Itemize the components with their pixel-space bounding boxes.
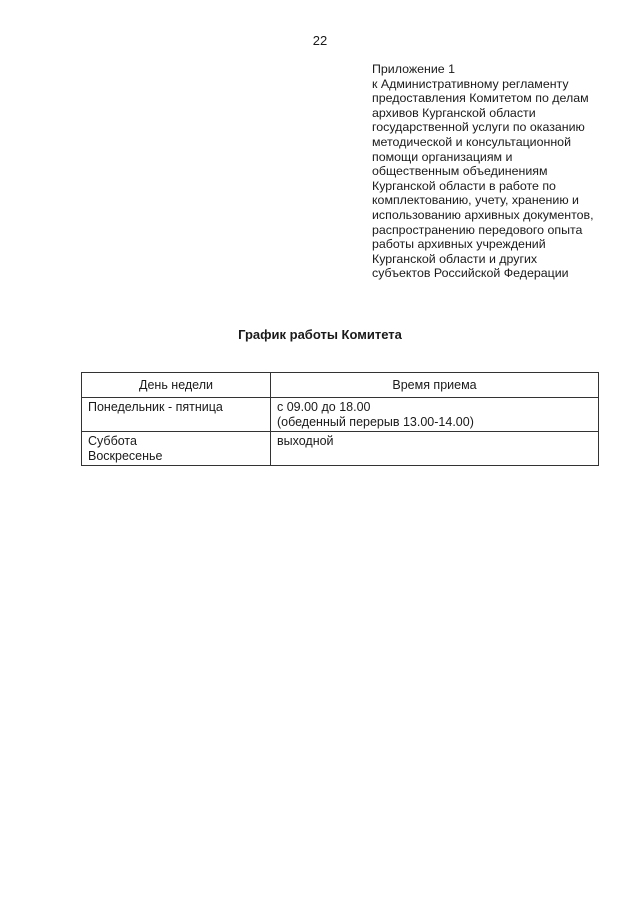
appendix-line: архивов Курганской области [372, 105, 536, 120]
table-row [82, 398, 599, 432]
table-header-row [82, 373, 599, 398]
appendix-line: помощи организациям и [372, 149, 513, 164]
time-text: с 09.00 до 18.00 [277, 400, 371, 414]
header-reception-time: Время приема [271, 373, 599, 398]
appendix-line: использованию архивных документов, [372, 207, 594, 222]
time-text: (обеденный перерыв 13.00-14.00) [277, 414, 474, 429]
appendix-line: предоставления Комитетом по делам [372, 91, 589, 106]
appendix-line: к Административному регламенту [372, 76, 569, 91]
header-day-of-week: День недели [82, 373, 271, 398]
appendix-line: общественным объединениям [372, 164, 548, 179]
document-title: График работы Комитета [238, 327, 402, 342]
day-text: Понедельник - пятница [88, 400, 223, 414]
appendix-note [372, 62, 622, 281]
day-cell [82, 398, 271, 432]
appendix-line: работы архивных учреждений [372, 237, 546, 252]
day-text: Воскресенье [88, 448, 163, 463]
appendix-line: методической и консультационной [372, 134, 571, 149]
appendix-line: Приложение 1 [372, 62, 456, 76]
day-cell [82, 432, 271, 466]
time-cell [271, 432, 599, 466]
appendix-line: Курганской области в работе по [372, 178, 556, 193]
appendix-line: государственной услуги по оказанию [372, 120, 585, 135]
time-cell [271, 398, 599, 432]
appendix-line: субъектов Российской Федерации [372, 266, 569, 281]
appendix-line: Курганской области и других [372, 251, 538, 266]
appendix-line: распространению передового опыта [372, 222, 583, 237]
table-row [82, 432, 599, 466]
schedule-table [81, 372, 599, 466]
time-text: выходной [277, 434, 334, 448]
day-text: Суббота [88, 434, 137, 448]
appendix-line: комплектованию, учету, хранению и [372, 193, 579, 208]
page-number: 22 [312, 33, 328, 48]
